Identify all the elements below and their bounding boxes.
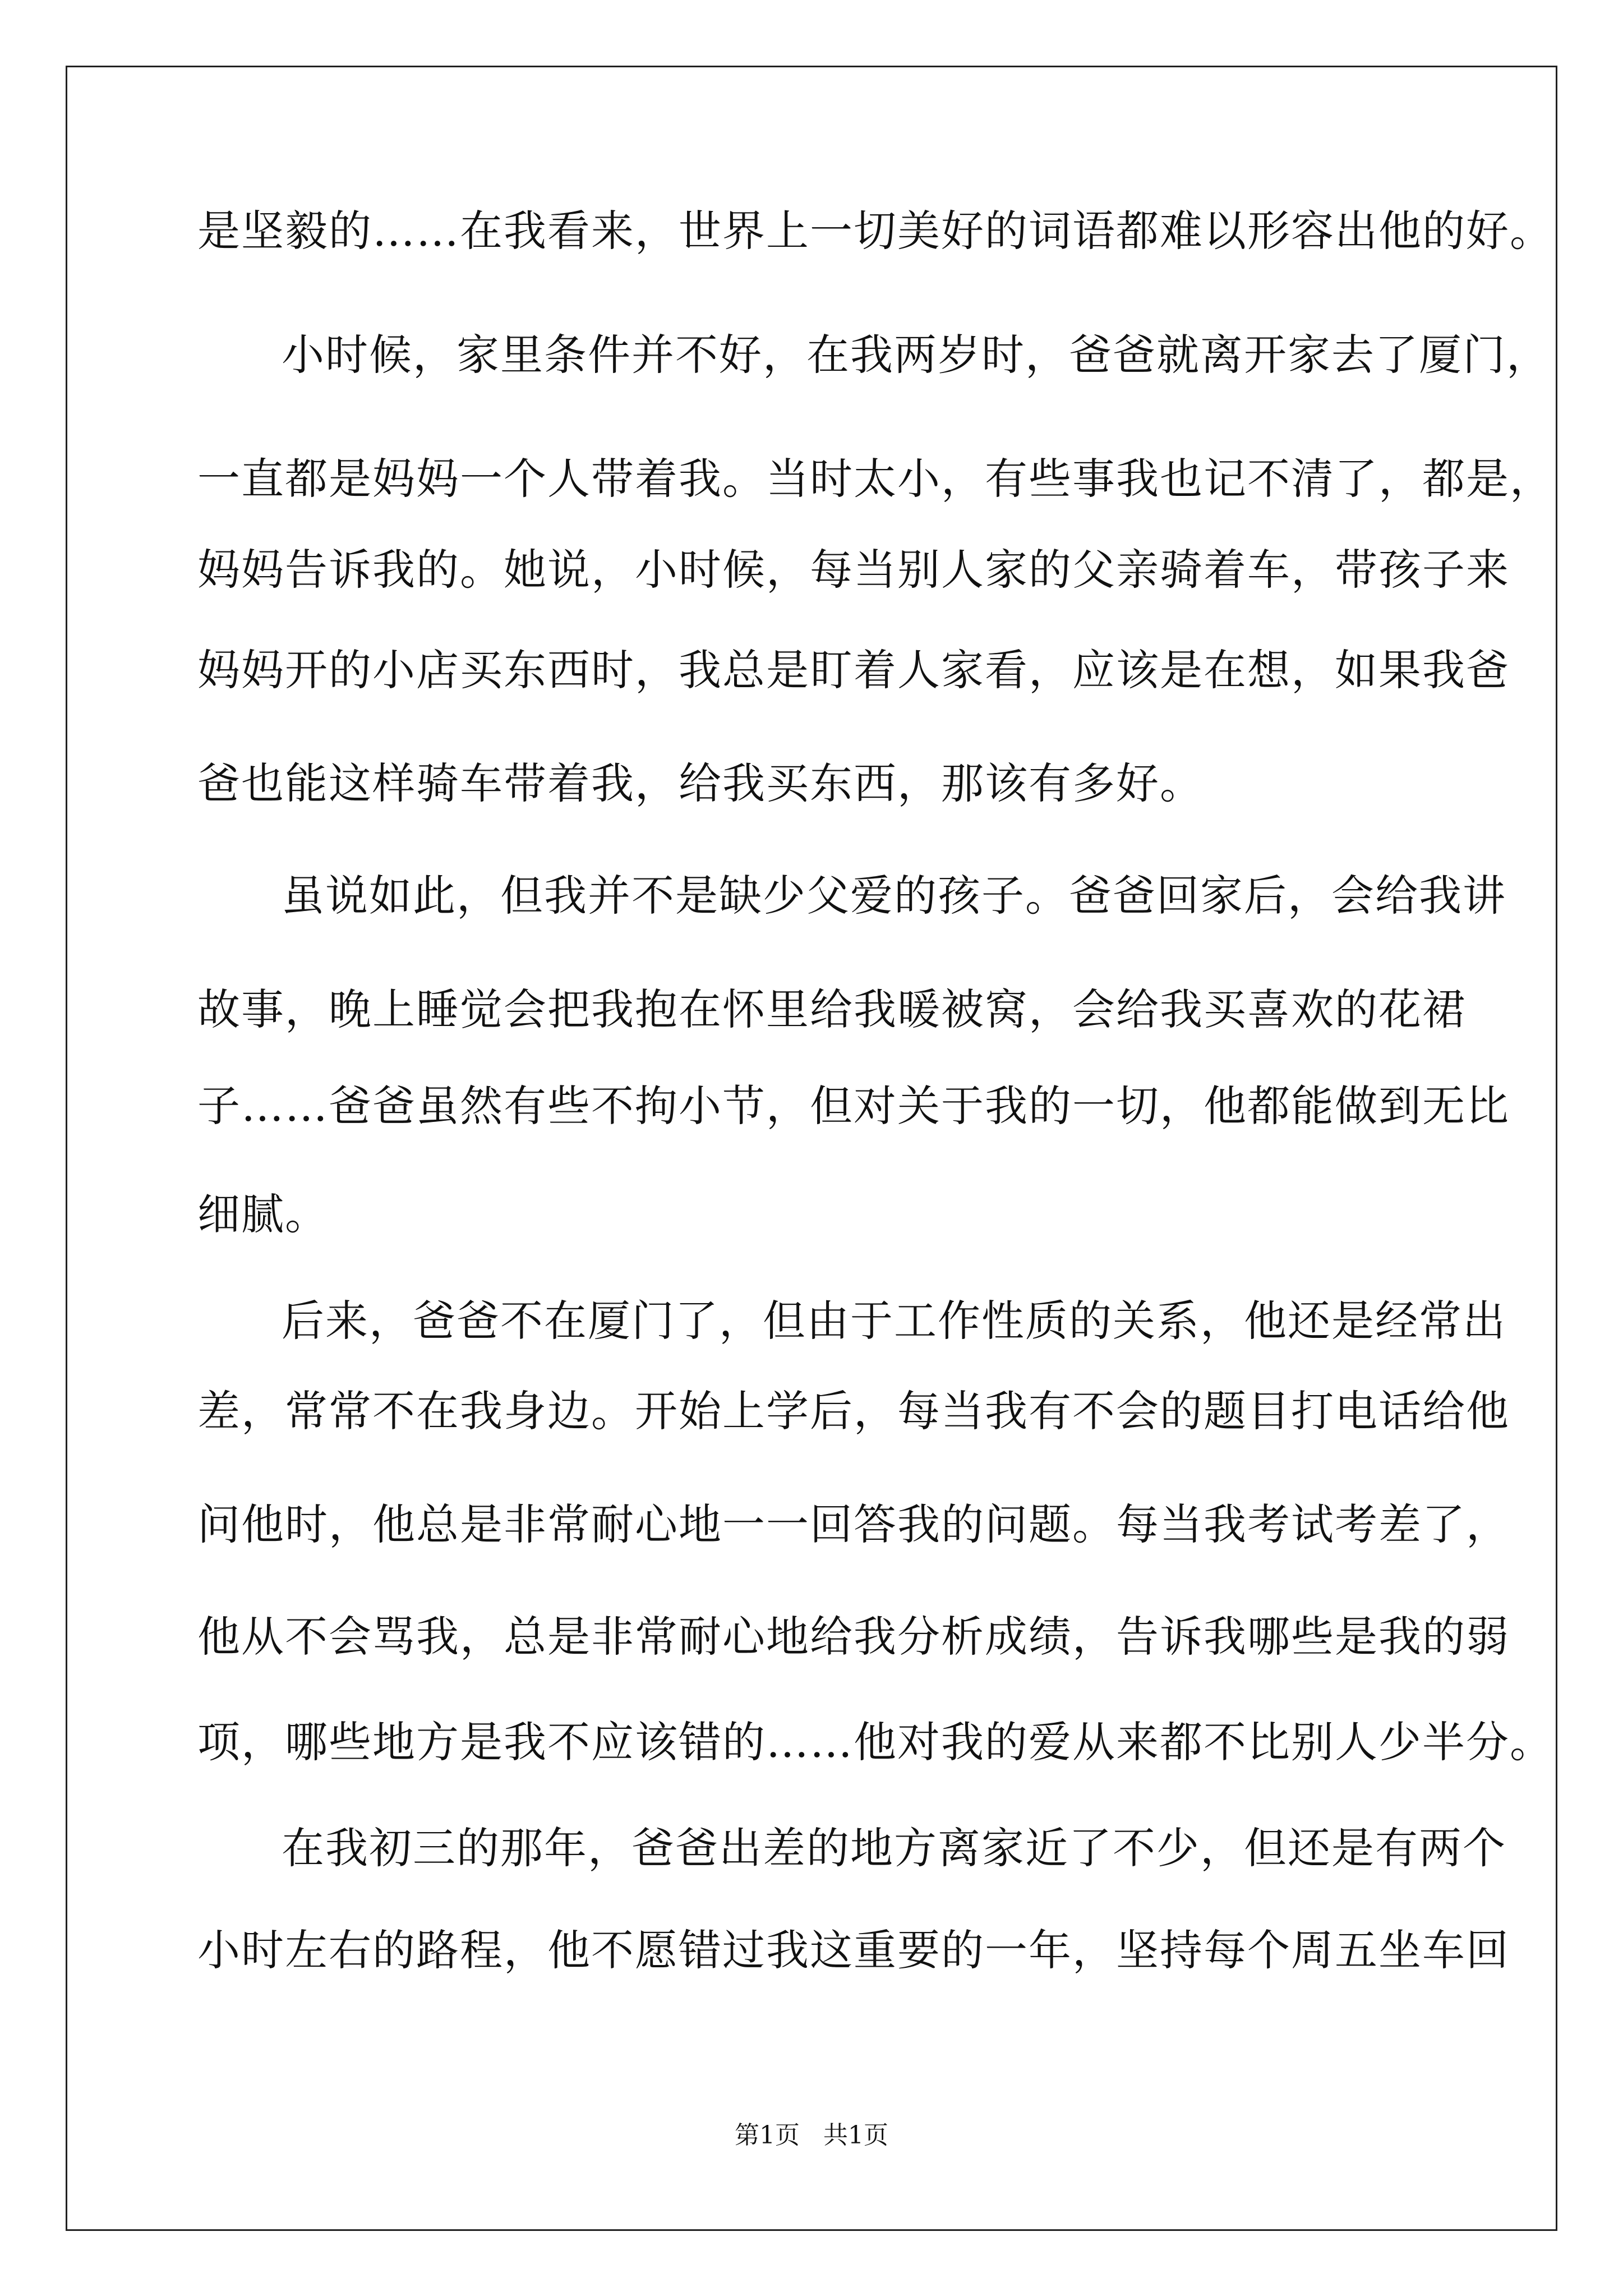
text-line: 子……爸爸虽然有些不拘小节，但对关于我的一切，他都能做到无比 (197, 1081, 1510, 1131)
text-line: 是坚毅的……在我看来，世界上一切美好的词语都难以形容出他的好。 (197, 206, 1553, 256)
text-line: 问他时，他总是非常耐心地一一回答我的问题。每当我考试考差了， (197, 1499, 1510, 1549)
paragraph-first-line: 虽说如此，但我并不是缺少父爱的孩子。爸爸回家后，会给我讲 (282, 871, 1506, 921)
paragraph-first-line: 在我初三的那年，爸爸出差的地方离家近了不少，但还是有两个 (282, 1823, 1506, 1873)
page-border (66, 66, 1557, 2231)
paragraph-first-line: 小时候，家里条件并不好，在我两岁时，爸爸就离开家去了厦门， (282, 330, 1550, 380)
text-line: 差，常常不在我身边。开始上学后，每当我有不会的题目打电话给他 (197, 1386, 1510, 1436)
text-line: 小时左右的路程，他不愿错过我这重要的一年，坚持每个周五坐车回 (197, 1925, 1510, 1975)
text-line: 项，哪些地方是我不应该错的……他对我的爱从来都不比别人少半分。 (197, 1717, 1553, 1767)
text-line: 他从不会骂我，总是非常耐心地给我分析成绩，告诉我哪些是我的弱 (197, 1612, 1510, 1662)
paragraph-first-line: 后来，爸爸不在厦门了，但由于工作性质的关系，他还是经常出 (282, 1296, 1506, 1346)
text-line: 故事，晚上睡觉会把我抱在怀里给我暖被窝，会给我买喜欢的花裙 (197, 984, 1466, 1034)
text-line: 爸也能这样骑车带着我，给我买东西，那该有多好。 (197, 758, 1204, 808)
page-number-footer: 第1页 共1页 (735, 2121, 888, 2150)
text-line: 妈妈开的小店买东西时，我总是盯着人家看，应该是在想，如果我爸 (197, 645, 1510, 695)
text-line: 一直都是妈妈一个人带着我。当时太小，有些事我也记不清了，都是， (197, 454, 1553, 504)
text-line: 妈妈告诉我的。她说，小时候，每当别人家的父亲骑着车，带孩子来 (197, 545, 1510, 595)
text-line: 细腻。 (197, 1189, 329, 1239)
